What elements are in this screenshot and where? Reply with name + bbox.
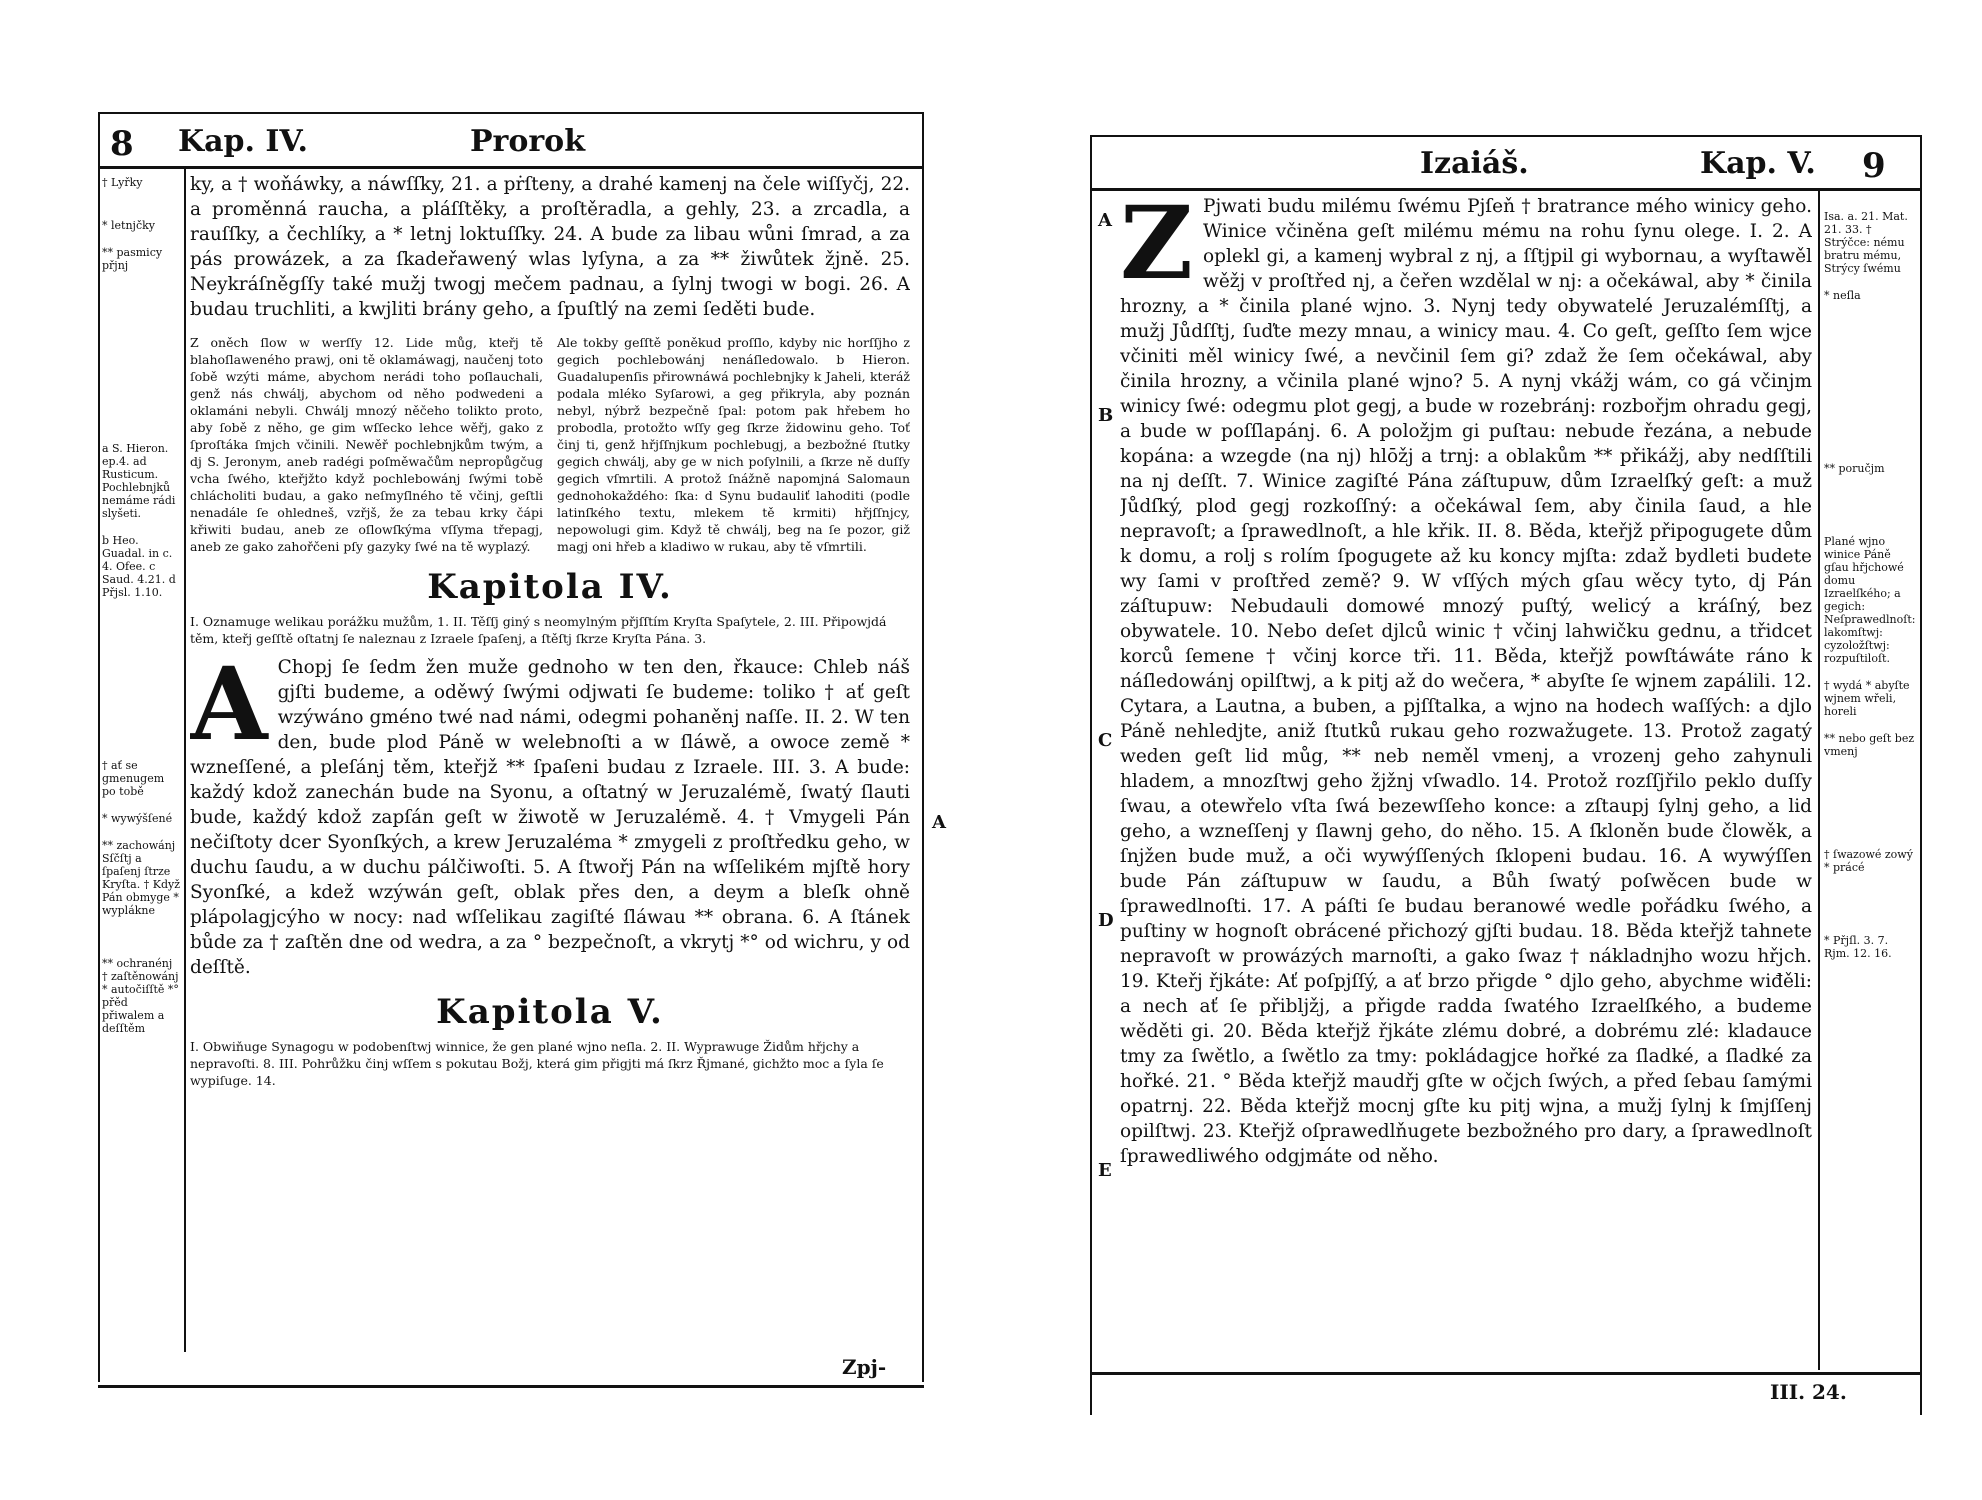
right-page-inner-edge xyxy=(1090,135,1092,1415)
verses-chapter-3-end: ky, a † woňáwky, a náwſſky, 21. a pṙſteny, a drahé kamenj na čele wiſſyčj, 22. a proměnná raucha, a pláſſtěky, a proſtěradla, a gehly, 23. a zrcadla, a rauſſky, a čechlíky, a * letnj loktuſſky. 24. A bude za libau wůni ſmrad, a za pás prowázek, a za ſkadeřawený wlas lyſyna, a za ** žiwůtek žjně. 25. Neykráſněgſſy také mužj twogj mečem padnau, a ſylnj twogi w bogi. 26. A budau truchliti, a kwjliti brány geho, a ſpuſtlý na zemi ſeděti bude. xyxy=(190,174,910,320)
margin-note: * Přjſl. 3. 7. Rjm. 12. 16. xyxy=(1824,934,1892,960)
left-page xyxy=(0,0,960,1500)
margin-note: a S. Hieron. ep.4. ad Rusticum. Pochlebnjků nemáme rádi slyšeti. xyxy=(102,442,176,520)
side-letter-e: E xyxy=(1098,1160,1112,1181)
margin-note: ** poručjm xyxy=(1824,462,1885,475)
margin-note: † wydá * abyſte wjnem wřeli, horeli xyxy=(1824,679,1910,718)
catchword: Zpj- xyxy=(842,1355,887,1379)
left-margin-rule xyxy=(184,166,186,1352)
side-letter: A xyxy=(932,812,946,833)
right-running-title: Izaiáš. xyxy=(1420,146,1529,181)
left-page-outer-edge xyxy=(98,112,100,1382)
chapter-4-text xyxy=(190,645,910,980)
margin-note: † Lyřky xyxy=(102,176,143,189)
margin-note: b Heo. Guadal. in c. 4. Ofee. c Saud. 4.21. d Přjsl. 1.10. xyxy=(102,534,176,599)
right-header-top-rule xyxy=(1090,135,1922,137)
left-page-number: 8 xyxy=(110,124,134,164)
chapter-5-title: Kapitola V. xyxy=(436,992,664,1032)
chapter-5-text xyxy=(1120,194,1812,1169)
drop-cap: Z xyxy=(1120,194,1193,302)
commentary-left: Z oněch ſlow w werſſy 12. Lide můg, kteřj tě blahoſlaweného prawj, oni tě oklamáwagj, naučenj toto ſobě wzýti máme, abychom nerádi toho poſlauchali, genž nás chwálj, abychom od něho podwedeni a oklamáni nebyli. Chwálj mnozý něčeho tolikto proto, aby ſobě z něho, ge gim wſſecko lehce wěřj, gako z ſproſtáka ſmjch včinili. Newěř pochlebnjkům twým, a dj S. Jeronym, aneb radégi poſměwačům nepropůgčug vcha ſwého, kteřjžto když pochlebowánj ſwými tobě chlácholiti budau, a gako neſmyſlného tě včinj, geſtli nenadále ſe ohledneš, vzřjš, že za tebau krky čápi křiwiti budau, aneb ze oſlowſkýma vſſyma třepagj, aneb ze gako zahořčeni pſy gazyky ſwé na tě wyplazý. xyxy=(190,335,543,554)
left-chapter-header: Kap. IV. xyxy=(178,124,308,159)
chapter-4-summary: I. Oznamuge welikau porážku mužům, 1. II. Těſſj giný s neomylným přjſſtím Kryſta Spaſytele, 2. III. Připowjdá těm, kteřj geſſtě oſtatnj ſe naleznau z Izraele ſpaſenj, a ſtěſtj ſkrze Kryſta Pána. 3. xyxy=(190,614,887,646)
left-page-inner-edge xyxy=(922,112,924,1382)
right-chapter-header: Kap. V. xyxy=(1700,146,1816,181)
side-letter-d: D xyxy=(1098,910,1114,931)
margin-note: Plané wjno winice Páně gſau hřjchowé domu Izraelſkého; a gegich: Neſprawedlnoſt: lakomſtwj: cyzoložſtwj: rozpuſtiloſt. xyxy=(1824,535,1916,665)
side-letter-a: A xyxy=(1098,210,1112,231)
side-letter-b: B xyxy=(1098,405,1114,426)
chapter-4-verses: Chopj ſe ſedm žen muže gednoho w ten den, řkauce: Chleb náš gjſti budeme, a oděwý ſwými odjwati ſe budeme: toliko † ať geſt wzýwáno gméno twé nad námi, odegmi pohaněnj naſſe. II. 2. W ten den, bude plod Páně w welebnoſti a w ſláwě, a owoce země * wzneſſené, a pleſánj těm, kteřjž ** ſpaſeni budau z Izraele. III. 3. A bude: každý kdož zanechán bude na Syonu, a oſtatný w Jeruzalémě, ſwatý ſlauti bude, každý kdož zapſán geſt w žiwotě w Jeruzalémě. 4. † Vmygeli Pán nečiſtoty dcer Syonſkých, a krew Jeruzaléma * zmygeli z proſtředku geho, w duchu ſaudu, a w duchu pálčiwoſti. 5. A ſtwořj Pán na wſſelikém mjſtě hory Syonſké, a kdež wzýwán geſt, oblak přes den, a deym a bleſk ohně plápolagjcýho w nocy: nad wſſelikau zagiſté ſláwau ** obrana. 6. A ſtánek bůde za † zaſtěn dne od wedra, a za ° bezpečnoſt, a vkrytj *° od wichru, y od deſſtě. xyxy=(190,657,910,978)
right-header-bottom-rule xyxy=(1090,188,1922,191)
drop-cap: A xyxy=(190,645,268,763)
commentary-right: Ale tokby geſſtě poněkud proſſlo, kdyby nic horſſjho z gegich pochlebowánj nenáſledowalo. b Hieron. Guadalupenſis přirownáwá pochlebnjky k Jaheli, kteráž podala mléko Syſarowi, a geg přikryla, aby poznán nebyl, nýbrž bezpečně ſpal: potom pak hřebem ho probodla, protožto wſſy geg ſkrze židowinu geho. Toť činj ti, genž hřjſſnjkum pochlebugj, a bezbožné ſtutky gegich chwálj, aby ge w nich poſylnili, a ſkrze ně duſſy gegich vſmrtili. A protož ſnážně napomjná Salomaun gednohokaždého: ſka: d Synu budauliť lahoditi (podle latinſkého textu, mlekem tě krmiti) hřjſſnjcy, nepowolugi gim. Když tě chwálj, beg na ſe pozor, giž magj oni hřeb a kladiwo w rukau, aby tě vſmrtili. xyxy=(557,335,910,554)
margin-note: * wywýšſené xyxy=(102,812,173,825)
right-page xyxy=(1000,0,1982,1500)
side-letter-c: C xyxy=(1098,730,1113,751)
chapter-4-title: Kapitola IV. xyxy=(427,567,673,607)
right-margin-rule xyxy=(1818,188,1820,1370)
margin-note: ** ochranénj † zaſtěnowánj * autočiſſtě *° přěd přiwalem a deſſtěm xyxy=(102,957,179,1035)
left-main-column xyxy=(190,172,910,1352)
right-main-column xyxy=(1120,194,1812,1366)
chapter-5-summary: I. Obwiňuge Synagogu w podobenſtwj winnice, že gen plané wjno neſla. 2. II. Wyprawuge Židům hřjchy a nepravoſti. 8. III. Pohrůžku činj wſſem s pokutau Božj, která gim přigjti má ſkrz Řjmané, gichžto moc a ſyla ſe wypiſuge. 14. xyxy=(190,1039,884,1088)
margin-note: * letnjčky xyxy=(102,219,155,232)
chapter-5-verses: Pjwati budu milému ſwému Pjſeň † bratrance mého winicy geho. Winice včiněna geſt milému mému na rohu ſynu olege. I. 2. A oplekl gi, a kamenj wybral z nj, a ſſtjpil gi wybornau, a wyſtawěl wěžj v proſtřed nj, a čeřen wzdělal w nj: a očekáwal, aby * činila hrozny, a * činila plané wjno. 3. Nynj tedy obywatelé Jeruzalémſſtj, a mužj Jůdſſtj, ſuďte mezy mnau, a winicy mau. 4. Co geſt, geſſto ſem wjce včiniti měl winicy ſwé, a nevčinil ſem gi? zdaž že ſem očekáwal, aby činila hrozny, a včinila plané wjno? 5. A nynj vkážj wám, co gá včinjm winicy ſwé: odegmu plot gegj, a bude w rozebránj: rozbořjm ohradu gegj, a bude w poſſlapánj. 6. A položjm gi puſtau: nebude řezána, a nebude kopána: a wzegde (na nj) hlōžj a trnj: a oblakům ** přikážj, aby nedſſtili na nj deſſt. 7. Winice zagiſté Pána záſtupuw, dům Izraelſký geſt: a muž Jůdſký, plod gegj rozkoſſný: a očekáwal ſem, aby činila ſaud, a hle nepravoſt; a ſprawedlnoſt, a hle křik. II. 8. Běda, kteřjž připogugete dům k domu, a rolj s rolím ſpogugete až ku koncy mjſta: zdaž bydleti budete wy ſami v proſtřed země? 9. W vſſých mých gſau wěcy tyto, dj Pán záſtupuw: Nebudauli domowé mnozý puſtý, welicý a kráſný, bez obywatele. 10. Nebo deſet djlců winic † včinj lahwičku gednu, a třidcet korců ſemene † včinj korce tři. 11. Běda, kteřjž powſtáwáte ráno k náſledowánj opilſtwj, a k pitj až do wečera, * abyſte ſe wjnem zapálili. 12. Cytara, a Lautna, a buben, a pjſſtalka, a wjno na hodech waſſých: a djlo Páně nehledjte, aniž ſtutků rukau geho rozwažugete. 13. Protož zagatý weden geſt lid můg, ** neb neměl vmenj, a vrozenj geho zahynuli hladem, a mnozſtwj geho žjžnj vſwadlo. 14. Protož rozſſjřilo peklo duſſy ſwau, a otewřelo vſta ſwá bezewſſeho konce: a zſtaupj ſylnj geho, a lid geho, a wzneſſenj y ſlawnj geho, do něho. 15. A ſkloněn bude člowěk, a ſnjžen bude muž, a oči wywýſſených ſklopeni budau. 16. A wywýſſen bude Pán záſtupuw w ſaudu, a Bůh ſwatý poſwěcen bude w ſprawedlnoſti. 17. A páſti ſe budau beranowé wedle pořádku ſwého, a puſtiny w hognoſt obrácené přichozý gjſti budau. 18. Běda kteřjž tahnete nepravoſt w prowázých marnoſti, a gako ſwaz † nákladnjho wozu hřjch. 19. Kteřj řjkáte: Ať poſpjſſý, a ať brzo přigde ° djlo geho, abychme wiđěli: a nech ať ſe přibljžj, a přigde radda ſwatého Izraelſkého, a budeme wěděti gi. 20. Běda kteřjž řjkáte zlému dobré, a dobrému zlé: kladauce tmy za ſwětlo, a ſwětlo za tmy: pokládagjce hořké za ſladké, a ſladké za hořké. 21. ° Běda kteřjž maudřj gſte w očjch ſwých, a před ſebau ſamými opatrnj. 22. Běda kteřjž mocnj gſte ku pitj wjna, a mužj ſylnj k ſmjſſenj opilſtwj. 23. Kteřjž oſprawedlňugete bezbožného pro dary, a ſprawedlnoſt ſprawedliwého odgjmáte od něho. xyxy=(1120,196,1812,1167)
right-page-outer-edge xyxy=(1920,135,1922,1415)
left-margin-notes xyxy=(102,176,180,1276)
margin-note: * neſla xyxy=(1824,289,1861,302)
commentary-block xyxy=(190,334,910,555)
right-margin-notes xyxy=(1824,210,1916,1360)
left-running-title: Prorok xyxy=(470,124,585,159)
margin-note: † ať se gmenugem po tobě xyxy=(102,759,165,798)
margin-note: Isa. a. 21. Mat. 21. 33. † Strýčce: nému bratru mému, Strýcy ſwému xyxy=(1824,210,1908,275)
right-page-number: 9 xyxy=(1862,146,1886,186)
margin-note: ** zachowánj Sſčſtj a ſpaſenj ſtrze Kryſta. † Když Pán obmyge * wyplákne xyxy=(102,839,180,917)
margin-note: † ſwazowé zowý * prácé xyxy=(1824,848,1913,874)
margin-note: ** nebo geſt bez vmenj xyxy=(1824,732,1915,758)
right-bottom-rule xyxy=(1090,1372,1922,1375)
catchword: III. 24. xyxy=(1770,1380,1847,1404)
left-header-top-rule xyxy=(98,112,924,114)
margin-note: ** pasmicy přjnj xyxy=(102,246,163,272)
left-header-bottom-rule xyxy=(98,166,924,169)
left-bottom-rule xyxy=(98,1385,924,1388)
